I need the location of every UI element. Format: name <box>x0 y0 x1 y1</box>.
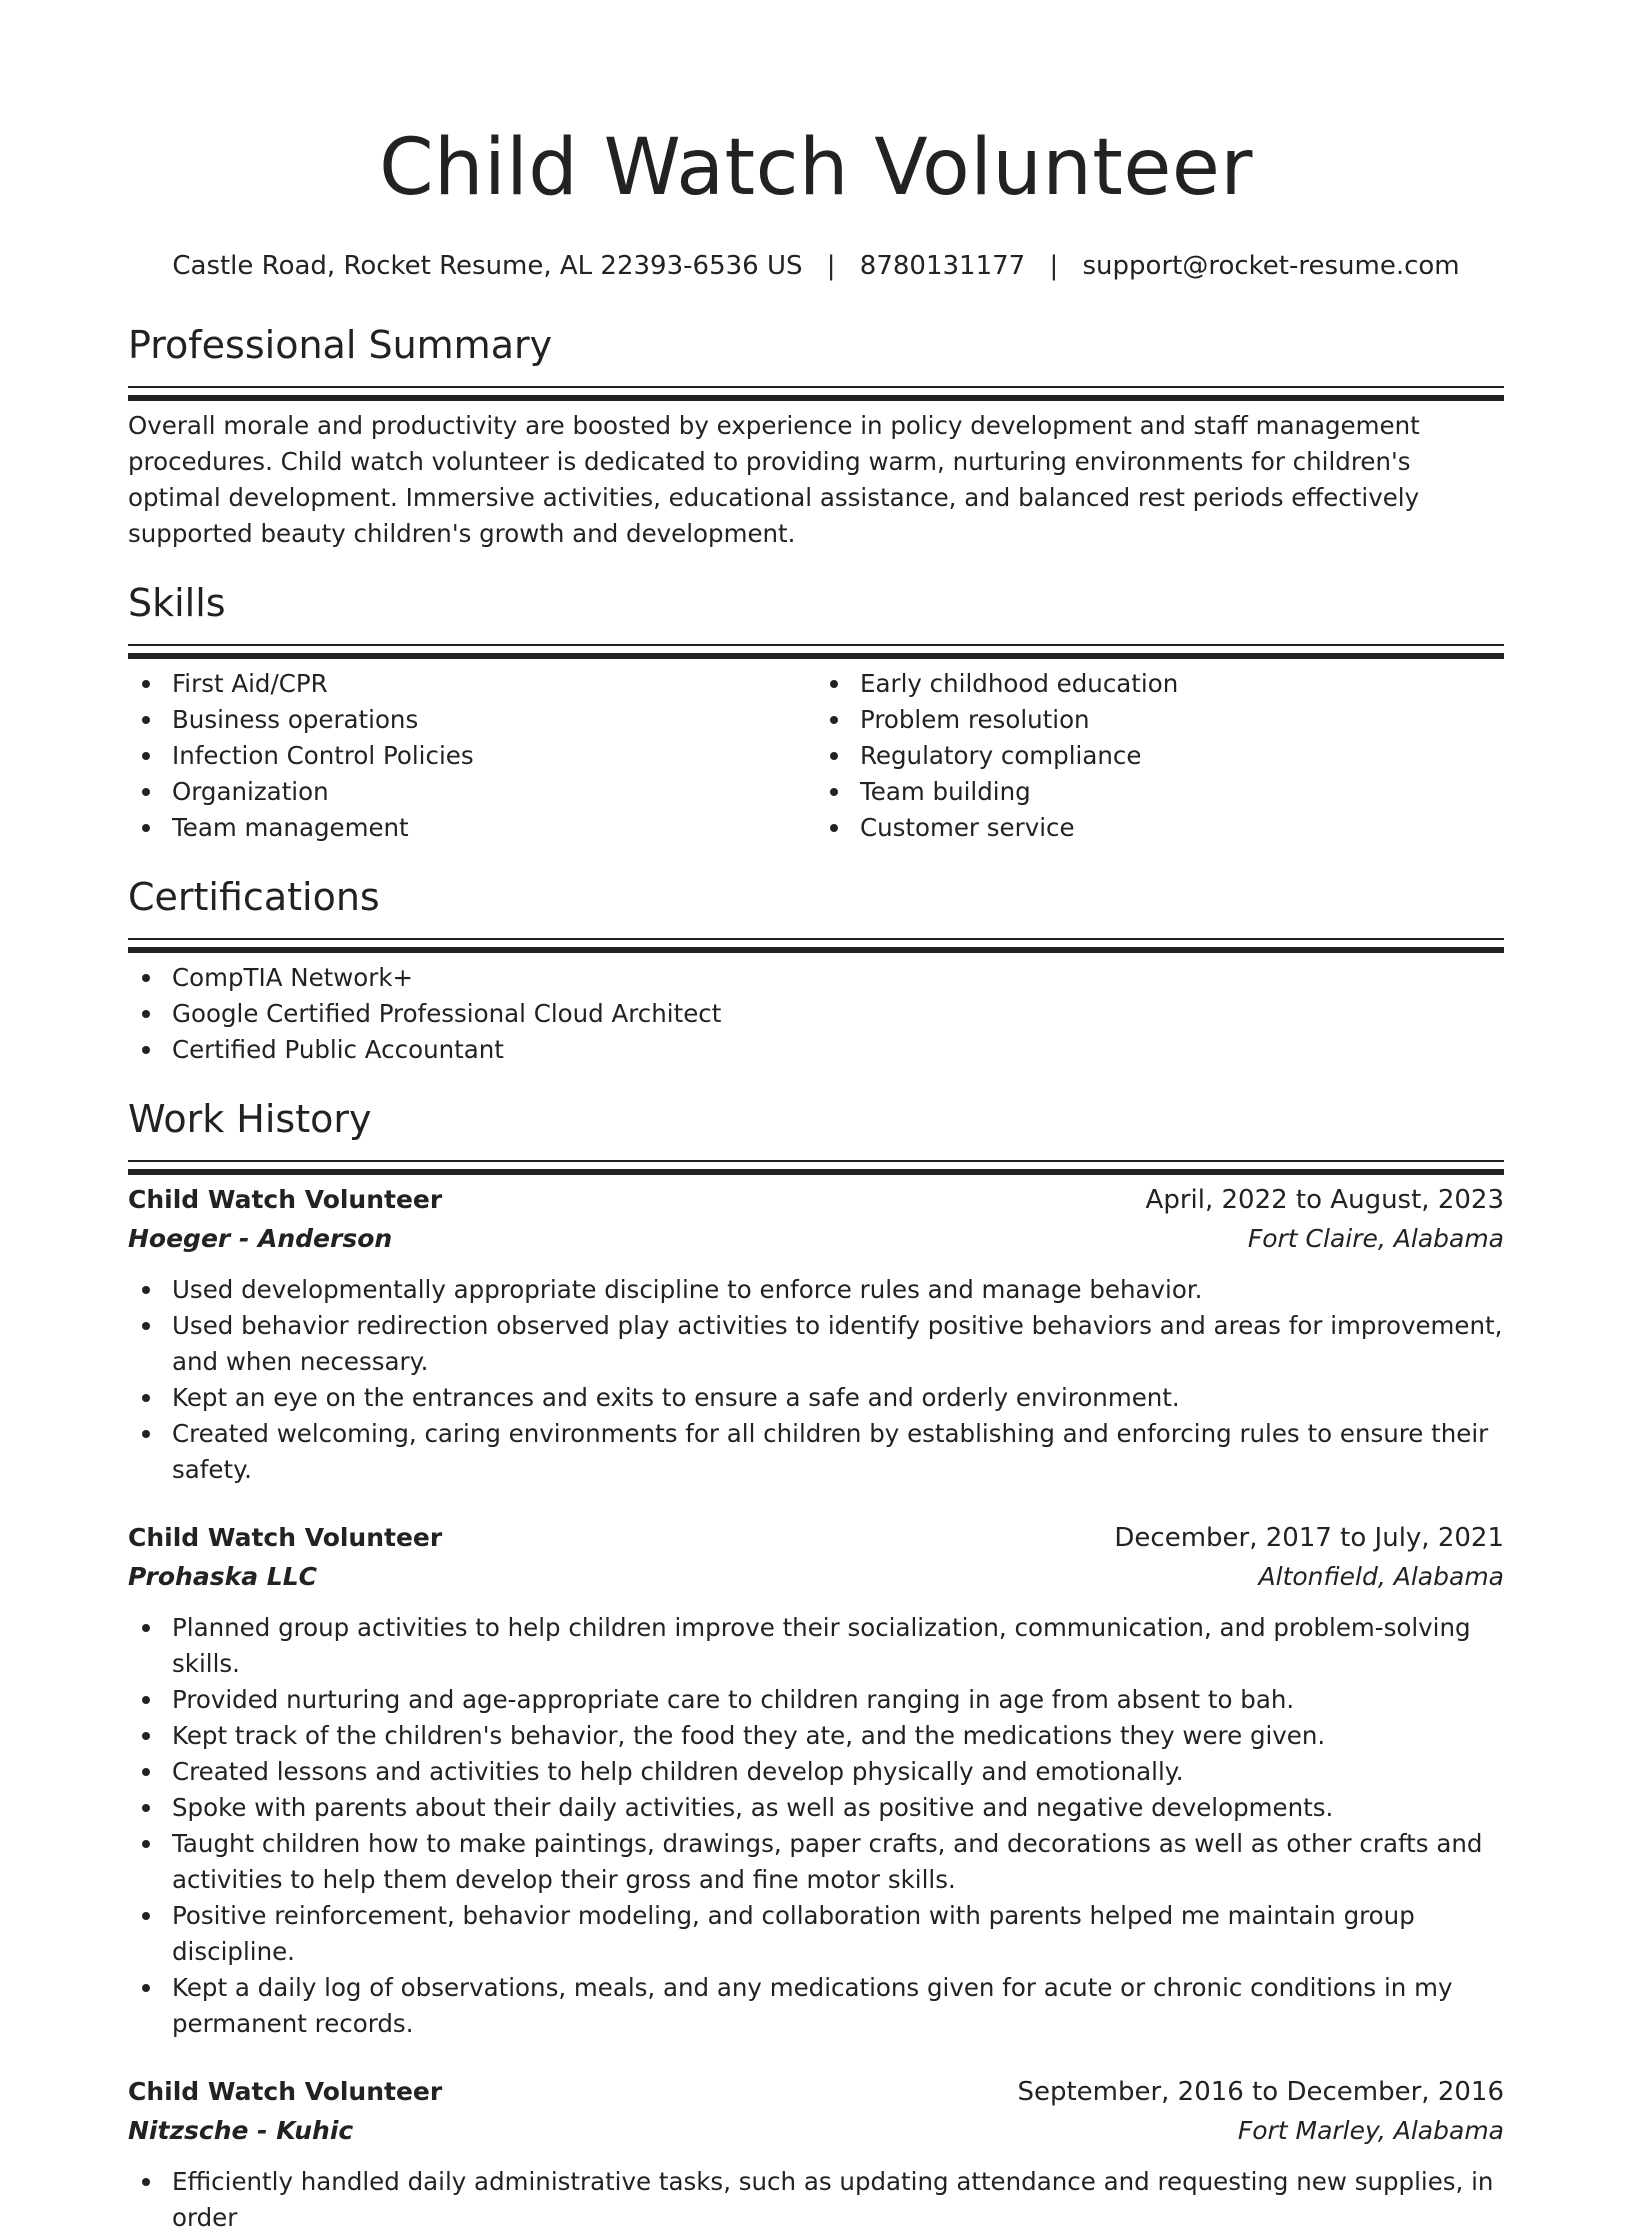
section-title-certifications: Certifications <box>128 875 380 919</box>
certifications-list <box>128 960 1504 1068</box>
contact-address: Castle Road, Rocket Resume, AL 22393-6536 US <box>172 251 803 281</box>
job-dates: December, 2017 to July, 2021 <box>1114 1523 1504 1553</box>
list-item: Team building <box>816 774 1504 810</box>
job-subheader-row <box>128 2112 1504 2150</box>
list-item: Certified Public Accountant <box>128 1032 1504 1068</box>
list-item: Kept a daily log of observations, meals, and any medications given for acute or chronic conditions in my permanent records. <box>128 1970 1504 2042</box>
summary-body <box>128 408 1504 552</box>
list-item: First Aid/CPR <box>128 666 816 702</box>
job-entry <box>128 1180 1504 1488</box>
certifications-section <box>128 872 1504 1068</box>
summary-text: Overall morale and productivity are boosted by experience in policy development and staff management procedures. Child watch volunteer is dedicated to providing warm, nurturing environments for children's optimal development. Immersive activities, educational assistance, and balanced rest periods effectively supported beauty children's growth and development. <box>128 411 1420 548</box>
list-item: Created welcoming, caring environments for all children by establishing and enforcing rules to ensure their safety. <box>128 1416 1504 1488</box>
list-item: Created lessons and activities to help children develop physically and emotionally. <box>128 1754 1504 1790</box>
job-location: Fort Marley, Alabama <box>1237 2116 1504 2145</box>
job-company: Prohaska LLC <box>128 1562 318 1591</box>
job-subheader-row <box>128 1558 1504 1596</box>
list-item: Business operations <box>128 702 816 738</box>
job-subheader-row <box>128 1220 1504 1258</box>
job-entry <box>128 2072 1504 2236</box>
list-item: CompTIA Network+ <box>128 960 1504 996</box>
certifications-body <box>128 960 1504 1068</box>
list-item: Infection Control Policies <box>128 738 816 774</box>
job-company: Nitzsche - Kuhic <box>128 2116 354 2145</box>
job-title: Child Watch Volunteer <box>128 1185 443 1214</box>
section-divider <box>128 644 1504 646</box>
job-location: Altonfield, Alabama <box>1258 1562 1504 1591</box>
section-divider <box>128 386 1504 388</box>
list-item: Customer service <box>816 810 1504 846</box>
contact-email: support@rocket-resume.com <box>1082 251 1460 281</box>
section-title-work-history: Work History <box>128 1097 372 1141</box>
job-title: Child Watch Volunteer <box>128 1523 443 1552</box>
work-history-body <box>128 1180 1504 2236</box>
resume-name: Child Watch Volunteer <box>379 123 1253 213</box>
skills-section <box>128 578 1504 846</box>
list-item: Regulatory compliance <box>816 738 1504 774</box>
list-item: Taught children how to make paintings, drawings, paper crafts, and decorations as well as other crafts and activities to help them develop their gross and fine motor skills. <box>128 1826 1504 1898</box>
list-item: Positive reinforcement, behavior modeling, and collaboration with parents helped me maintain group discipline. <box>128 1898 1504 1970</box>
contact-phone: 8780131177 <box>859 251 1026 281</box>
job-dates: April, 2022 to August, 2023 <box>1145 1185 1504 1215</box>
job-dates: September, 2016 to December, 2016 <box>1017 2077 1504 2107</box>
job-bullets <box>128 2164 1504 2236</box>
list-item: Team management <box>128 810 816 846</box>
list-item: Provided nurturing and age-appropriate care to children ranging in age from absent to bah. <box>128 1682 1504 1718</box>
job-entry <box>128 1518 1504 2042</box>
job-header-row <box>128 1180 1504 1220</box>
list-item: Google Certified Professional Cloud Architect <box>128 996 1504 1032</box>
list-item: Used developmentally appropriate discipline to enforce rules and manage behavior. <box>128 1272 1504 1308</box>
skills-grid <box>128 666 1504 846</box>
list-item: Organization <box>128 774 816 810</box>
job-bullets <box>128 1272 1504 1488</box>
section-title-skills: Skills <box>128 581 226 625</box>
contact-separator: | <box>1049 251 1059 281</box>
skills-list-right <box>816 666 1504 846</box>
list-item: Efficiently handled daily administrative tasks, such as updating attendance and requesting new supplies, in order <box>128 2164 1504 2236</box>
list-item: Planned group activities to help children improve their socialization, communication, and problem-solving skills. <box>128 1610 1504 1682</box>
job-title: Child Watch Volunteer <box>128 2077 443 2106</box>
section-divider <box>128 938 1504 940</box>
job-company: Hoeger - Anderson <box>128 1224 393 1253</box>
job-bullets <box>128 1610 1504 2042</box>
job-location: Fort Claire, Alabama <box>1247 1224 1504 1253</box>
list-item: Problem resolution <box>816 702 1504 738</box>
job-header-row <box>128 2072 1504 2112</box>
section-divider <box>128 1160 1504 1162</box>
list-item: Kept track of the children's behavior, the food they ate, and the medications they were given. <box>128 1718 1504 1754</box>
job-header-row <box>128 1518 1504 1558</box>
list-item: Used behavior redirection observed play activities to identify positive behaviors and areas for improvement, and when necessary. <box>128 1308 1504 1380</box>
list-item: Early childhood education <box>816 666 1504 702</box>
work-history-section <box>128 1094 1504 2236</box>
section-title-summary: Professional Summary <box>128 323 553 367</box>
skills-list-left <box>128 666 816 846</box>
list-item: Kept an eye on the entrances and exits to ensure a safe and orderly environment. <box>128 1380 1504 1416</box>
contact-separator: | <box>826 251 836 281</box>
summary-section <box>128 320 1504 552</box>
contact-line <box>128 248 1504 284</box>
list-item: Spoke with parents about their daily activities, as well as positive and negative developments. <box>128 1790 1504 1826</box>
